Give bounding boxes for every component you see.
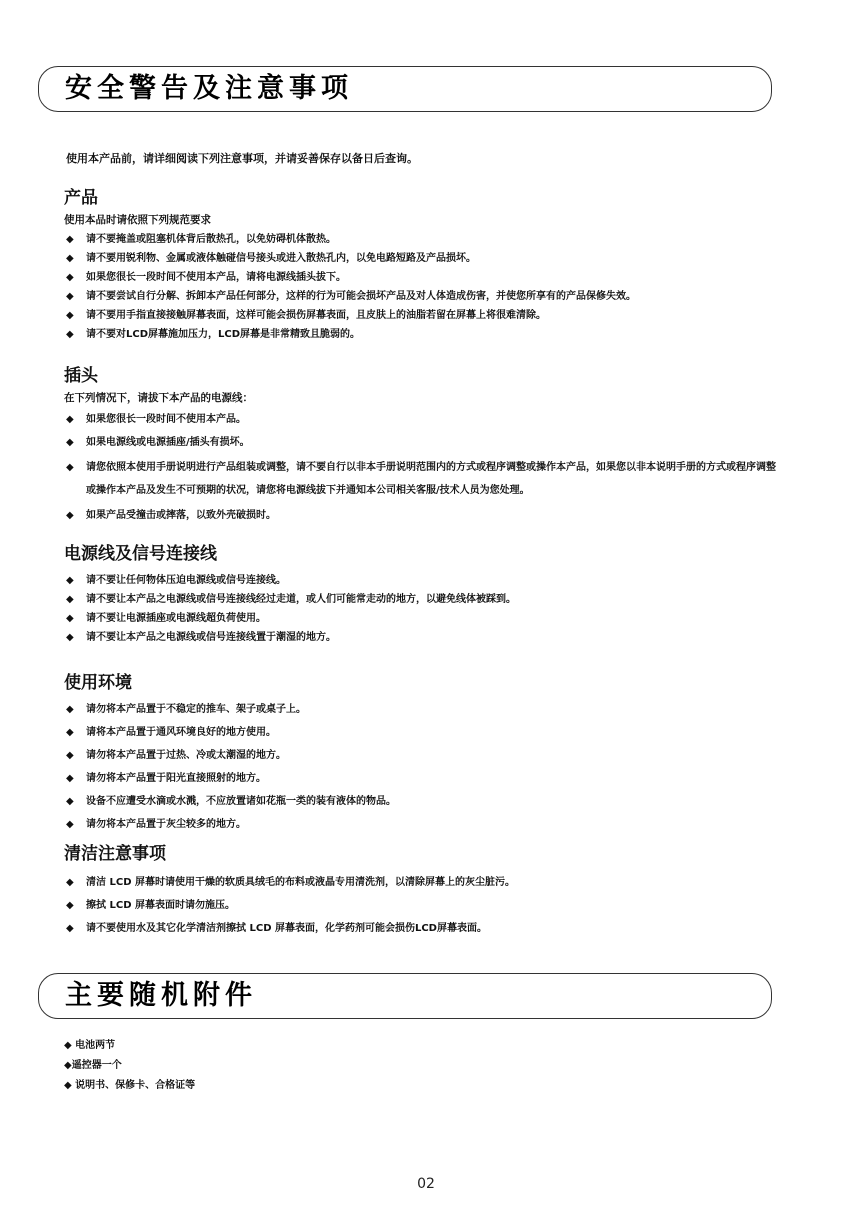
bullet-icon: ◆: [66, 414, 74, 425]
section-heading: 清洁注意事项: [64, 844, 166, 864]
list-item: ◆ 请不要掩盖或阻塞机体背后散热孔，以免妨碍机体散热。: [64, 230, 784, 249]
list-item: ◆ 请将本产品置于通风环境良好的地方使用。: [64, 721, 784, 744]
list-item: ◆ 请不要让本产品之电源线或信号连接线经过走道，或人们可能常走动的地方，以避免线体被踩到。: [64, 590, 784, 609]
bullet-icon: ◆: [66, 877, 74, 888]
list-item: ◆ 请不要对LCD屏幕施加压力，LCD屏幕是非常精致且脆弱的。: [64, 325, 784, 344]
bullet-icon: ◆: [66, 291, 74, 302]
bullet-icon: ◆: [66, 773, 74, 784]
list-item: ◆ 请勿将本产品置于不稳定的推车、架子或桌子上。: [64, 698, 784, 721]
list-item: ◆ 请勿将本产品置于过热、冷或太潮湿的地方。: [64, 744, 784, 767]
bullet-icon: ◆: [66, 796, 74, 807]
section-subtitle: 在下列情况下，请拔下本产品的电源线：: [64, 392, 253, 404]
section-cable: [64, 543, 784, 647]
list-item: ◆ 请不要尝试自行分解、拆卸本产品任何部分，这样的行为可能会损坏产品及对人体造成伤害，并使您所享有的产品保修失效。: [64, 287, 784, 306]
list-item: ◆ 请不要让电源插座或电源线超负荷使用。: [64, 609, 784, 628]
bullet-icon: ◆: [66, 594, 74, 605]
cleaning-list: [64, 871, 784, 940]
list-item: ◆ 请不要用锐利物、金属或液体触碰信号接头或进入散热孔内，以免电路短路及产品损坏。: [64, 249, 784, 268]
bullet-icon: ◆: [66, 819, 74, 830]
bullet-icon: ◆: [66, 329, 74, 340]
bullet-icon: ◆: [66, 900, 74, 911]
list-item: ◆遥控器一个: [64, 1060, 122, 1071]
bullet-icon: ◆: [66, 750, 74, 761]
section-heading: 产品: [64, 188, 98, 208]
safety-warning-title: 安全警告及注意事项: [65, 73, 353, 104]
bullet-icon: ◆: [66, 437, 74, 448]
list-item: ◆ 请您依照本使用手册说明进行产品组装或调整，请不要自行以非本手册说明范围内的方式或程序调整或操作本产品，如果您以非本说明手册的方式或程序调整或操作本产品及发生不可预期的状况，请您将电源线拔下并通知本公司相关客服/技术人员为您处理。: [64, 456, 784, 502]
page-number: 02: [417, 1176, 435, 1192]
environment-list: [64, 698, 784, 836]
section-environment: [64, 672, 784, 836]
section-cleaning: [64, 843, 784, 940]
list-item: ◆ 说明书、保修卡、合格证等: [64, 1080, 196, 1091]
list-item: ◆ 如果您很长一段时间不使用本产品，请将电源线插头拔下。: [64, 268, 784, 287]
plug-list: [64, 408, 784, 527]
section-product: [64, 187, 784, 344]
bullet-icon: ◆: [66, 923, 74, 934]
cable-list: [64, 571, 784, 647]
bullet-icon: ◆: [66, 510, 74, 521]
list-item: ◆ 电池两节: [64, 1040, 116, 1051]
section-heading: 插头: [64, 366, 98, 386]
list-item: ◆ 请不要让本产品之电源线或信号连接线置于潮湿的地方。: [64, 628, 784, 647]
list-item: ◆ 设备不应遭受水滴或水溅，不应放置诸如花瓶一类的装有液体的物品。: [64, 790, 784, 813]
bullet-icon: ◆: [66, 727, 74, 738]
list-item: ◆ 如果电源线或电源插座/插头有损坏。: [64, 431, 784, 454]
bullet-icon: ◆: [66, 462, 74, 473]
list-item: ◆ 如果您很长一段时间不使用本产品。: [64, 408, 784, 431]
list-item: ◆ 清洁 LCD 屏幕时请使用干燥的软质具绒毛的布料或液晶专用清洗剂，以清除屏幕上的灰尘脏污。: [64, 871, 784, 894]
list-item: ◆ 请不要让任何物体压迫电源线或信号连接线。: [64, 571, 784, 590]
section-heading: 电源线及信号连接线: [64, 544, 217, 564]
product-list: [64, 230, 784, 344]
list-item: ◆ 请不要使用水及其它化学清洁剂擦拭 LCD 屏幕表面，化学药剂可能会损伤LCD屏幕表面。: [64, 917, 784, 940]
accessories-list: [64, 1036, 195, 1096]
bullet-icon: ◆: [66, 234, 74, 245]
accessories-title: 主要随机附件: [65, 980, 257, 1011]
section-plug: [64, 365, 784, 527]
section-subtitle: 使用本品时请依照下列规范要求: [64, 214, 211, 226]
bullet-icon: ◆: [66, 310, 74, 321]
list-item: ◆ 如果产品受撞击或摔落，以致外壳破损时。: [64, 504, 784, 527]
intro-text: 使用本产品前，请详细阅读下列注意事项，并请妥善保存以备日后查询。: [66, 152, 418, 165]
bullet-icon: ◆: [66, 613, 74, 624]
bullet-icon: ◆: [66, 704, 74, 715]
bullet-icon: ◆: [66, 575, 74, 586]
list-item: ◆ 请不要用手指直接接触屏幕表面，这样可能会损伤屏幕表面，且皮肤上的油脂若留在屏幕上将很难清除。: [64, 306, 784, 325]
safety-warning-banner: [38, 66, 772, 112]
list-item: ◆ 请勿将本产品置于阳光直接照射的地方。: [64, 767, 784, 790]
bullet-icon: ◆: [66, 632, 74, 643]
list-item: ◆ 请勿将本产品置于灰尘较多的地方。: [64, 813, 784, 836]
accessories-banner: [38, 973, 772, 1019]
bullet-icon: ◆: [66, 272, 74, 283]
bullet-icon: ◆: [66, 253, 74, 264]
list-item: ◆ 擦拭 LCD 屏幕表面时请勿施压。: [64, 894, 784, 917]
section-heading: 使用环境: [64, 673, 132, 693]
